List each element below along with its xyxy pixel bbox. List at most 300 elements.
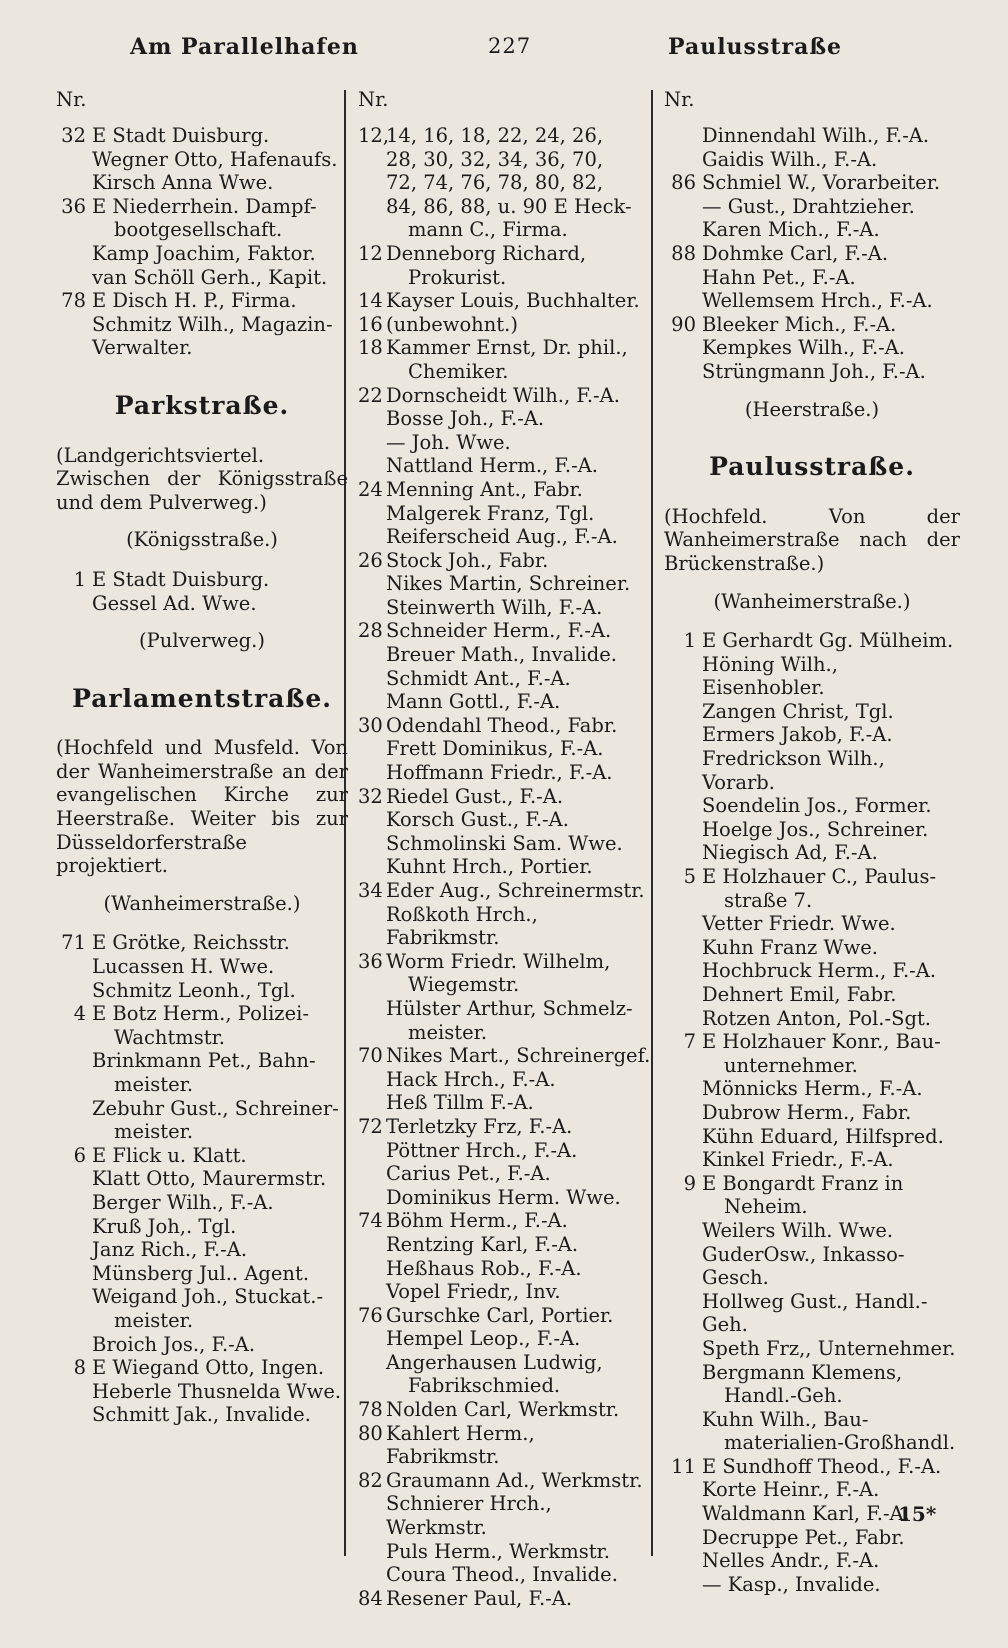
entry-text: Fabrikschmied.	[408, 1374, 561, 1398]
house-number	[358, 1492, 386, 1539]
directory-entry	[664, 1054, 960, 1078]
entry-text: Decruppe Pet., Fabr.	[702, 1525, 905, 1549]
directory-entry	[664, 336, 960, 360]
directory-entry	[56, 289, 348, 313]
house-number	[56, 1026, 92, 1050]
directory-entry	[664, 1243, 960, 1290]
entry-text: Kamp Joachim, Faktor.	[92, 241, 316, 265]
house-number: 34	[358, 879, 383, 902]
entry-text: Kuhn Wilh., Bau-	[702, 1407, 869, 1431]
entry-text: 84, 86, 88, u. 90 E Heck-	[386, 194, 632, 218]
directory-entry	[56, 1262, 348, 1286]
entry-text: Weigand Joh., Stuckat.-	[92, 1285, 324, 1309]
entry-text: Dohmke Carl, F.-A.	[702, 241, 889, 265]
entry-text: Ermers Jakob, F.-A.	[702, 723, 893, 747]
directory-entry	[358, 879, 654, 903]
entry-text: Breuer Math., Invalide.	[386, 643, 617, 667]
entry-text: meister.	[114, 1073, 194, 1096]
entry-text: Gurschke Carl, Portier.	[386, 1303, 614, 1327]
directory-entry	[664, 959, 960, 983]
entry-text: Kammer Ernst, Dr. phil.,	[386, 336, 628, 360]
entry-text: — Joh. Wwe.	[386, 430, 511, 454]
entry-text: straße 7.	[724, 888, 813, 912]
house-number	[664, 1478, 702, 1502]
directory-entry	[358, 454, 654, 478]
entry-text: E Holzhauer Konr., Bau-	[702, 1030, 941, 1054]
directory-entry	[56, 1403, 348, 1427]
directory-entry	[358, 1374, 654, 1398]
house-number	[358, 1280, 386, 1304]
house-number	[664, 1573, 702, 1597]
house-number: 36	[358, 949, 383, 973]
directory-entry	[664, 360, 960, 384]
entry-text: Soendelin Jos., Former.	[702, 794, 932, 818]
entry-text: Kayser Louis, Buchhalter.	[386, 289, 640, 313]
entry-text: Neheim.	[724, 1195, 808, 1219]
directory-entry	[56, 313, 348, 337]
house-number	[358, 572, 386, 596]
house-number: 71	[61, 931, 86, 955]
directory-entry	[358, 1398, 654, 1422]
directory-entry	[664, 148, 960, 172]
house-number	[358, 903, 386, 950]
house-number	[358, 1162, 386, 1186]
directory-entry	[56, 1167, 348, 1191]
entry-text: Korte Heinr., F.-A.	[702, 1478, 880, 1502]
house-number	[664, 124, 702, 148]
column-3-top-list	[664, 124, 960, 384]
house-number	[358, 1563, 386, 1587]
house-number	[56, 1333, 92, 1357]
house-number	[358, 1374, 386, 1398]
entry-text: Schmitz Leonh., Tgl.	[92, 978, 296, 1002]
house-number	[664, 1195, 702, 1219]
house-number: 22	[358, 383, 383, 407]
directory-entry	[664, 1172, 960, 1196]
directory-entry	[358, 1257, 654, 1281]
directory-entry	[358, 148, 654, 172]
entry-text: (unbewohnt.)	[386, 312, 518, 336]
entry-text: Hollweg Gust., Handl.-Geh.	[702, 1289, 928, 1337]
house-number	[56, 171, 92, 195]
house-number	[56, 313, 92, 337]
directory-entry	[664, 1219, 960, 1243]
entry-text: Worm Friedr. Wilhelm,	[386, 949, 611, 973]
cross-street: (Pulverweg.)	[139, 629, 265, 653]
entry-text: Lucassen H. Wwe.	[92, 955, 275, 979]
house-number: 18	[358, 336, 383, 360]
directory-entry	[358, 1587, 654, 1611]
house-number: 78	[358, 1398, 383, 1422]
directory-entry	[358, 785, 654, 809]
directory-entry	[358, 1563, 654, 1587]
entry-text: Kuhn Franz Wwe.	[702, 935, 878, 959]
house-number	[664, 1148, 702, 1172]
house-number	[664, 1502, 702, 1526]
directory-entry	[358, 1139, 654, 1163]
directory-entry	[56, 1191, 348, 1215]
directory-entry	[358, 737, 654, 761]
directory-entry	[358, 478, 654, 502]
house-number	[56, 1285, 92, 1309]
house-number	[358, 431, 386, 455]
house-number	[358, 454, 386, 478]
directory-entry	[358, 407, 654, 431]
house-number	[664, 1526, 702, 1550]
house-number: 78	[61, 289, 86, 313]
entry-text: Odendahl Theod., Fabr.	[386, 713, 618, 737]
entry-text: Kuhnt Hrch., Portier.	[386, 855, 593, 879]
directory-entry	[56, 266, 348, 290]
entry-text: Hülster Arthur, Schmelz-	[386, 996, 633, 1020]
street-desc-park: (Landgerichtsviertel. Zwischen der Königsstraße und dem Pulverweg.)	[56, 443, 348, 514]
house-number: 7	[683, 1030, 696, 1054]
entry-text: E Niederrhein. Dampf-	[92, 194, 317, 218]
directory-entry	[664, 218, 960, 242]
directory-entry	[358, 690, 654, 714]
house-number: 1	[73, 567, 86, 591]
directory-entry	[664, 1455, 960, 1479]
entry-text: Terletzky Frz, F.-A.	[386, 1114, 573, 1138]
house-number	[358, 171, 386, 195]
house-number	[56, 979, 92, 1003]
directory-entry	[56, 336, 348, 360]
entry-text: Verwalter.	[92, 336, 193, 360]
house-number	[664, 841, 702, 865]
directory-entry	[358, 973, 654, 997]
directory-entry	[56, 568, 348, 592]
directory-entry	[664, 289, 960, 313]
entry-text: bootgesellschaft.	[114, 218, 283, 242]
entry-text: E Stadt Duisburg.	[92, 567, 270, 591]
directory-entry	[56, 1285, 348, 1309]
entry-text: Dinnendahl Wilh., F.-A.	[702, 124, 930, 147]
house-number: 72	[358, 1114, 383, 1138]
directory-entry	[358, 643, 654, 667]
column-2	[358, 88, 654, 1610]
house-number	[664, 912, 702, 936]
house-number	[56, 1191, 92, 1215]
directory-entry	[56, 1215, 348, 1239]
entry-text: 28, 30, 32, 34, 36, 70,	[386, 147, 604, 171]
house-number	[664, 1077, 702, 1101]
house-number	[664, 700, 702, 724]
entry-text: Schmidt Ant., F.-A.	[386, 666, 571, 690]
directory-entry	[664, 1549, 960, 1573]
house-number	[358, 1091, 386, 1115]
park-list	[56, 568, 348, 615]
directory-entry	[664, 629, 960, 653]
entry-text: 72, 74, 76, 78, 80, 82,	[386, 171, 604, 195]
entry-text: Nikes Mart., Schreinergef.	[386, 1044, 651, 1068]
house-number	[358, 1021, 386, 1045]
house-number	[358, 1186, 386, 1210]
entry-text: Schmitt Jak., Invalide.	[92, 1403, 311, 1427]
directory-entry	[358, 832, 654, 856]
directory-entry	[664, 912, 960, 936]
entry-text: Roßkoth Hrch., Fabrikmstr.	[386, 902, 538, 950]
entry-text: Kühn Eduard, Hilfspred.	[702, 1124, 944, 1148]
entry-text: Karen Mich., F.-A.	[702, 218, 880, 242]
directory-entry	[358, 1233, 654, 1257]
house-number	[358, 148, 386, 172]
directory-entry	[664, 865, 960, 889]
house-number	[358, 596, 386, 620]
entry-text: Dubrow Herm., Fabr.	[702, 1100, 912, 1124]
house-number: 24	[358, 477, 383, 501]
cross-street: (Wanheimerstraße.)	[713, 589, 911, 613]
house-number	[664, 818, 702, 842]
house-number	[56, 1380, 92, 1404]
house-number	[56, 1097, 92, 1121]
directory-entry	[358, 714, 654, 738]
house-number	[664, 1384, 702, 1408]
house-number	[664, 289, 702, 313]
nr-label: Nr.	[358, 88, 389, 111]
entry-text: Kinkel Friedr., F.-A.	[702, 1148, 894, 1172]
entry-text: E Holzhauer C., Paulus-	[702, 865, 937, 889]
directory-entry	[358, 289, 654, 313]
house-number	[56, 592, 92, 616]
house-number	[56, 1215, 92, 1239]
directory-entry	[358, 1492, 654, 1539]
house-number	[664, 1125, 702, 1149]
entry-text: Fredrickson Wilh., Vorarb.	[702, 747, 885, 794]
house-number	[664, 1101, 702, 1125]
cross-street: (Königsstraße.)	[126, 528, 278, 552]
entry-text: Steinwerth Wilh, F.-A.	[386, 595, 603, 619]
entry-text: Chemiker.	[408, 359, 509, 383]
entry-text: Speth Frz,, Unternehmer.	[702, 1336, 956, 1360]
directory-entry	[56, 148, 348, 172]
directory-entry	[56, 1026, 348, 1050]
street-desc-paulus: (Hochfeld. Von der Wanheimerstraße nach der Brückenstraße.)	[664, 504, 960, 575]
house-number: 8	[73, 1356, 86, 1380]
directory-entry	[664, 1290, 960, 1337]
house-number	[664, 1243, 702, 1290]
directory-entry	[358, 549, 654, 573]
house-number	[56, 955, 92, 979]
directory-entry	[358, 242, 654, 266]
house-number	[664, 195, 702, 219]
directory-entry	[56, 1309, 348, 1333]
entry-text: Vopel Friedr,, Inv.	[386, 1280, 561, 1304]
entry-text: mann C., Firma.	[408, 218, 568, 242]
house-number	[358, 1540, 386, 1564]
entry-text: van Schöll Gerh., Kapit.	[92, 265, 328, 289]
house-number: 32	[358, 784, 383, 808]
directory-entry	[358, 619, 654, 643]
house-number	[358, 973, 386, 997]
directory-entry	[56, 931, 348, 955]
entry-text: Bleeker Mich., F.-A.	[702, 312, 897, 336]
house-number	[358, 502, 386, 526]
directory-entry	[358, 360, 654, 384]
directory-entry	[56, 1097, 348, 1121]
header-right: Paulusstraße	[668, 34, 843, 60]
entry-text: Dominikus Herm. Wwe.	[386, 1185, 621, 1209]
entry-text: Dornscheidt Wilh., F.-A.	[386, 383, 620, 407]
house-number	[664, 148, 702, 172]
directory-entry	[358, 596, 654, 620]
house-number: 1	[683, 629, 696, 653]
entry-text: Wegner Otto, Hafenaufs.	[92, 147, 338, 171]
entry-text: Gessel Ad. Wwe.	[92, 591, 257, 615]
directory-entry	[358, 1540, 654, 1564]
house-number	[664, 983, 702, 1007]
house-number	[358, 266, 386, 290]
directory-entry	[358, 1186, 654, 1210]
house-number	[664, 723, 702, 747]
directory-entry	[56, 1380, 348, 1404]
house-number	[664, 360, 702, 384]
directory-entry	[664, 1526, 960, 1550]
house-number: 6	[73, 1143, 86, 1167]
entry-text: Bosse Joh., F.-A.	[386, 407, 545, 431]
directory-entry	[358, 997, 654, 1021]
house-number	[358, 690, 386, 714]
header-left: Am Parallelhafen	[130, 34, 359, 60]
entry-text: Heberle Thusnelda Wwe.	[92, 1379, 342, 1403]
entry-text: Zebuhr Gust., Schreiner-	[92, 1096, 339, 1120]
house-number	[358, 360, 386, 384]
entry-text: Korsch Gust., F.-A.	[386, 808, 569, 832]
directory-entry	[664, 723, 960, 747]
entry-text: Hack Hrch., F.-A.	[386, 1067, 556, 1091]
house-number	[358, 832, 386, 856]
directory-entry	[358, 218, 654, 242]
house-number: 12,	[358, 124, 390, 147]
entry-text: Handl.-Geh.	[724, 1384, 843, 1408]
directory-entry	[664, 889, 960, 913]
entry-text: Schmitz Wilh., Magazin-	[92, 312, 333, 336]
nr-label: Nr.	[56, 88, 87, 111]
directory-entry	[664, 1337, 960, 1361]
entry-text: Angerhausen Ludwig,	[386, 1350, 603, 1374]
directory-entry	[56, 1002, 348, 1026]
entry-text: E Flick u. Klatt.	[92, 1143, 247, 1167]
house-number	[358, 1257, 386, 1281]
directory-entry	[56, 1238, 348, 1262]
entry-text: Kirsch Anna Wwe.	[92, 171, 274, 195]
house-number	[664, 1337, 702, 1361]
entry-text: Brinkmann Pet., Bahn-	[92, 1049, 316, 1073]
house-number	[358, 525, 386, 549]
directory-entry	[56, 1049, 348, 1073]
house-number	[358, 1233, 386, 1257]
directory-entry	[56, 592, 348, 616]
entry-text: Prokurist.	[408, 265, 507, 289]
entry-text: Dehnert Emil, Fabr.	[702, 983, 897, 1006]
directory-entry	[664, 794, 960, 818]
house-number	[358, 997, 386, 1021]
directory-entry	[358, 667, 654, 691]
entry-text: Broich Jos., F.-A.	[92, 1332, 256, 1356]
house-number: 4	[73, 1002, 86, 1026]
house-number	[664, 1219, 702, 1243]
house-number	[664, 1361, 702, 1385]
entry-text: Strüngmann Joh., F.-A.	[702, 359, 926, 383]
directory-entry	[358, 1304, 654, 1328]
entry-text: E Stadt Duisburg.	[92, 124, 270, 147]
entry-text: Niegisch Ad, F.-A.	[702, 841, 878, 865]
entry-text: E Botz Herm., Polizei-	[92, 1002, 309, 1026]
directory-entry	[664, 242, 960, 266]
house-number	[56, 218, 92, 242]
entry-text: materialien-Großhandl.	[724, 1431, 956, 1455]
entry-text: Mönnicks Herm., F.-A.	[702, 1077, 923, 1101]
entry-text: Waldmann Karl, F.-A.	[702, 1502, 910, 1526]
directory-entry	[358, 124, 654, 148]
directory-entry	[664, 171, 960, 195]
directory-entry	[56, 242, 348, 266]
entry-text: — Gust., Drahtzieher.	[702, 194, 915, 218]
house-number	[358, 667, 386, 691]
directory-entry	[56, 955, 348, 979]
directory-entry	[358, 1068, 654, 1092]
house-number	[664, 1007, 702, 1031]
entry-text: Weilers Wilh. Wwe.	[702, 1218, 894, 1242]
directory-entry	[56, 1333, 348, 1357]
house-number	[56, 266, 92, 290]
entry-text: GuderOsw., Inkasso-Gesch.	[702, 1242, 905, 1290]
house-number	[358, 195, 386, 219]
entry-text: Wachtmstr.	[114, 1025, 226, 1049]
entry-text: Hempel Leop., F.-A.	[386, 1327, 581, 1351]
house-number	[358, 1327, 386, 1351]
directory-entry	[664, 1030, 960, 1054]
entry-text: — Kasp., Invalide.	[702, 1572, 881, 1596]
entry-text: Nattland Herm., F.-A.	[386, 454, 598, 478]
directory-entry	[664, 1101, 960, 1125]
entry-text: Janz Rich., F.-A.	[92, 1238, 248, 1262]
directory-entry	[358, 195, 654, 219]
house-number: 16	[358, 312, 383, 336]
directory-entry	[56, 171, 348, 195]
entry-text: E Sundhoff Theod., F.-A.	[702, 1454, 942, 1478]
directory-entry	[358, 808, 654, 832]
directory-entry	[664, 841, 960, 865]
street-desc-parlament: (Hochfeld und Musfeld. Von der Wanheimerstraße an der evangelischen Kirche zur Heerstraße. Weiter bis zur Düsseldorferstraße projektiert.	[56, 736, 348, 878]
directory-entry	[664, 1478, 960, 1502]
house-number: 28	[358, 619, 383, 643]
directory-entry	[664, 195, 960, 219]
entry-text: Rotzen Anton, Pol.-Sgt.	[702, 1006, 931, 1030]
entry-text: meister.	[408, 1020, 488, 1044]
house-number	[664, 1290, 702, 1337]
directory-entry	[664, 1125, 960, 1149]
entry-text: Puls Herm., Werkmstr.	[386, 1539, 610, 1563]
house-number	[358, 1351, 386, 1375]
directory-entry	[664, 1408, 960, 1432]
house-number	[56, 148, 92, 172]
directory-entry	[358, 502, 654, 526]
house-number: 5	[683, 865, 696, 889]
directory-entry	[358, 171, 654, 195]
entry-text: meister.	[114, 1308, 194, 1332]
house-number: 88	[671, 241, 696, 265]
directory-entry	[358, 903, 654, 950]
entry-text: E Gerhardt Gg. Mülheim.	[702, 629, 954, 653]
house-number	[664, 1054, 702, 1078]
directory-entry	[664, 747, 960, 794]
entry-text: Riedel Gust., F.-A.	[386, 784, 564, 808]
house-number	[56, 1073, 92, 1097]
entry-text: Coura Theod., Invalide.	[386, 1563, 618, 1587]
directory-entry	[358, 1091, 654, 1115]
directory-entry	[664, 266, 960, 290]
house-number: 84	[358, 1586, 383, 1610]
